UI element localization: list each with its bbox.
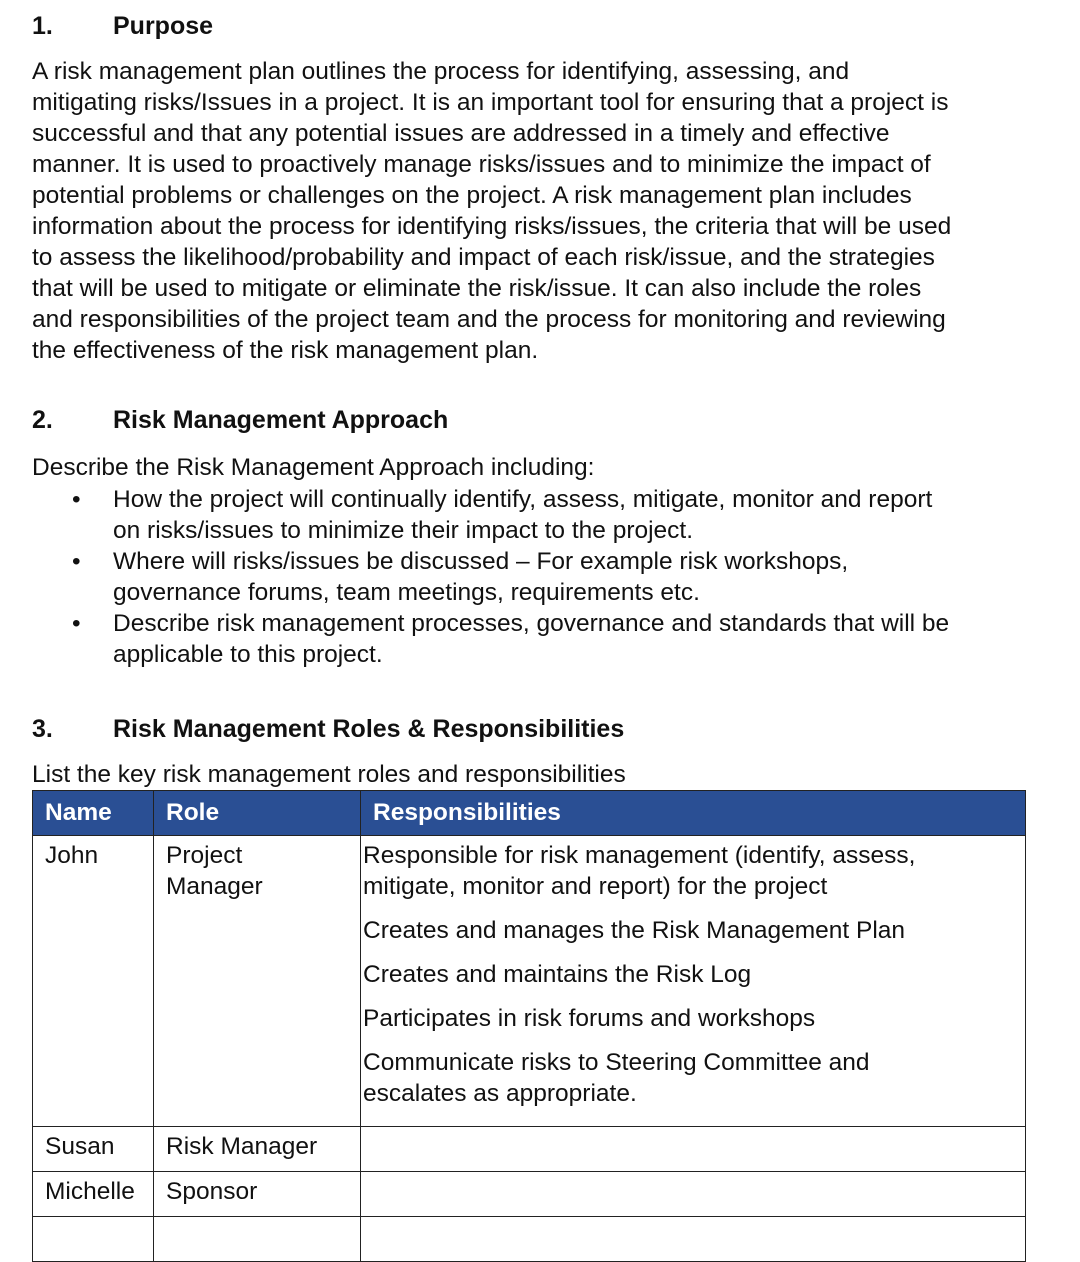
section-title: Risk Management Roles & Responsibilities: [113, 715, 625, 743]
column-header-responsibilities: Responsibilities: [361, 791, 1026, 836]
column-header-name: Name: [33, 791, 154, 836]
text-line: on risks/issues to minimize their impact to the project.: [113, 517, 694, 544]
text-line: How the project will continually identify, assess, mitigate, monitor and report: [113, 486, 933, 513]
role-cell: Sponsor: [154, 1172, 361, 1217]
responsibilities-cell: [361, 1217, 1026, 1262]
table-header-row: [33, 791, 1026, 836]
name-cell: Susan: [33, 1127, 154, 1172]
text-line: potential problems or challenges on the project. A risk management plan includes: [32, 182, 912, 209]
approach-bullet-list: [32, 484, 949, 670]
name-cell: [33, 1217, 154, 1262]
bullet-icon: •: [72, 610, 81, 637]
responsibilities-cell: [361, 1127, 1026, 1172]
list-item: [32, 608, 949, 670]
section-number: 3.: [32, 715, 53, 743]
name-cell: Michelle: [33, 1172, 154, 1217]
roles-intro: List the key risk management roles and responsibilities: [32, 761, 626, 788]
table-row: [33, 1127, 1026, 1172]
responsibility-item: [363, 1047, 1023, 1109]
text-line: Where will risks/issues be discussed – For example risk workshops,: [113, 548, 849, 575]
text-line: applicable to this project.: [113, 641, 383, 668]
text-line: manner. It is used to proactively manage risks/issues and to minimize the impact of: [32, 151, 931, 178]
purpose-paragraph: [32, 56, 951, 366]
bullet-icon: •: [72, 486, 81, 513]
section-number: 2.: [32, 406, 53, 434]
text-line: governance forums, team meetings, requirements etc.: [113, 579, 700, 606]
responsibility-item: [363, 959, 1023, 990]
text-line: to assess the likelihood/probability and impact of each risk/issue, and the strategies: [32, 244, 935, 271]
text-line: that will be used to mitigate or eliminate the risk/issue. It can also include the roles: [32, 275, 922, 302]
bullet-icon: •: [72, 548, 81, 575]
text-line: Describe risk management processes, governance and standards that will be: [113, 610, 950, 637]
section-title: Purpose: [113, 12, 214, 40]
text-line: Responsible for risk management (identify, assess,: [363, 842, 916, 869]
text-line: Project: [166, 842, 243, 869]
responsibility-item: [363, 915, 1023, 946]
responsibility-item: [363, 840, 1023, 902]
role-cell: Risk Manager: [154, 1127, 361, 1172]
text-line: mitigate, monitor and report) for the project: [363, 873, 828, 900]
section-heading-approach: [32, 406, 448, 435]
table-row: [33, 1217, 1026, 1262]
column-header-role: Role: [154, 791, 361, 836]
approach-intro: Describe the Risk Management Approach including:: [32, 454, 595, 481]
role-cell: [154, 836, 361, 1127]
text-line: Communicate risks to Steering Committee and: [363, 1049, 870, 1076]
table-row: [33, 1172, 1026, 1217]
section-heading-purpose: [32, 12, 213, 41]
list-item: [32, 546, 949, 608]
text-line: Creates and maintains the Risk Log: [363, 961, 752, 988]
responsibility-item: [363, 1003, 1023, 1034]
text-line: the effectiveness of the risk management plan.: [32, 337, 539, 364]
text-line: Manager: [166, 873, 263, 900]
text-line: Participates in risk forums and workshops: [363, 1005, 816, 1032]
text-line: information about the process for identifying risks/issues, the criteria that will be used: [32, 213, 952, 240]
section-title: Risk Management Approach: [113, 406, 449, 434]
text-line: A risk management plan outlines the process for identifying, assessing, and: [32, 58, 850, 85]
text-line: and responsibilities of the project team and the process for monitoring and reviewing: [32, 306, 946, 333]
role-cell: [154, 1217, 361, 1262]
responsibilities-cell: [361, 836, 1026, 1127]
responsibilities-cell: [361, 1172, 1026, 1217]
text-line: Creates and manages the Risk Management Plan: [363, 917, 906, 944]
text-line: escalates as appropriate.: [363, 1080, 637, 1107]
text-line: mitigating risks/Issues in a project. It is an important tool for ensuring that a project is: [32, 89, 949, 116]
text-line: successful and that any potential issues are addressed in a timely and effective: [32, 120, 890, 147]
section-number: 1.: [32, 12, 53, 40]
section-heading-roles: [32, 715, 624, 744]
list-item: [32, 484, 949, 546]
table-row: [33, 836, 1026, 1127]
name-cell: John: [33, 836, 154, 1127]
roles-table: [32, 790, 1026, 1262]
